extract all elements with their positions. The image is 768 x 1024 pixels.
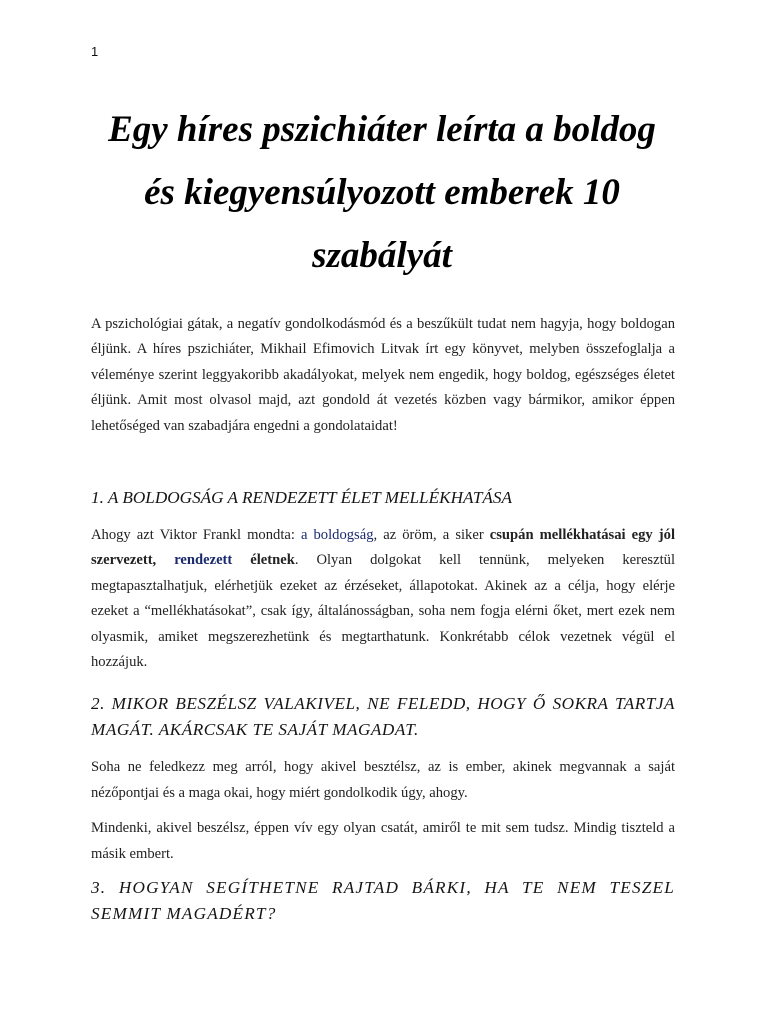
text-run: . Olyan dolgokat kell tennünk, melyeken keresztül megtapasztalhatjuk, elérhetjük ezeket az érzéseket, állapotokat. Akinek az a célja, hogy elérje ezeket a “mellékhatásokat”, csak így, általánosságban, soha nem fogja elérni őket, mert ezek nem olyasmik, amiket megszerezhetünk és megtarthatunk. Konkrétabb célok vezetnek végül el hozzájuk. [91,552,675,671]
bold-phrase-eletnek: életnek [232,552,295,569]
section-2-paragraph-1: Soha ne feledkezz meg arról, hogy akivel besztélsz, az is ember, akinek megvannak a saját nézőpontjai és a maga okai, hogy miért gondolkodik úgy, ahogy. [91,759,675,801]
section-1-heading: 1. A BOLDOGSÁG A RENDEZETT ÉLET MELLÉKHATÁSA [91,488,512,508]
section-1-paragraph [91,523,675,675]
section-2-heading: 2. MIKOR BESZÉLSZ VALAKIVEL, NE FELEDD, HOGY Ő SOKRA TARTJA MAGÁT. AKÁRCSAK TE SAJÁT MAGADAT. [91,694,675,740]
bold-phrase: csupán mellékhatásai egy jól szervezett, [91,527,675,569]
intro-paragraph: A pszichológiai gátak, a negatív gondolkodásmód és a beszűkült tudat nem hagyja, hogy boldogan éljünk. A híres pszichiáter, Mikhail Efimovich Litvak írt egy könyvet, melyben összefoglalja a véleménye szerint leggyakoribb akadályokat, melyek nem engedik, hogy boldog, egészséges életet éljünk. Amit most olvasol majd, azt gondold át vezetés közben vagy bármikor, amikor éppen lehetőséged van szabadjára engedni a gondolataidat! [91,316,675,434]
page-number: 1 [91,44,99,59]
highlight-boldogsag: a boldogság [300,527,374,544]
section-2-paragraph-2: Mindenki, akivel beszélsz, éppen vív egy olyan csatát, amiről te mit sem tudsz. Mindig tiszteld a másik embert. [91,820,675,862]
document-body [91,312,675,927]
text-run: Ahogy azt Viktor Frankl mondta: [91,527,301,544]
document-title: Egy híres pszichiáter leírta a boldog és kiegyensúlyozott emberek 10 szabályát [108,109,656,276]
text-run: , az öröm, a siker [373,527,490,544]
section-3-heading: 3. HOGYAN SEGÍTHETNE RAJTAD BÁRKI, HA TE NEM TESZEL SEMMIT MAGADÉRT? [91,878,675,924]
bold-highlight-rendezett: rendezett [174,552,233,569]
